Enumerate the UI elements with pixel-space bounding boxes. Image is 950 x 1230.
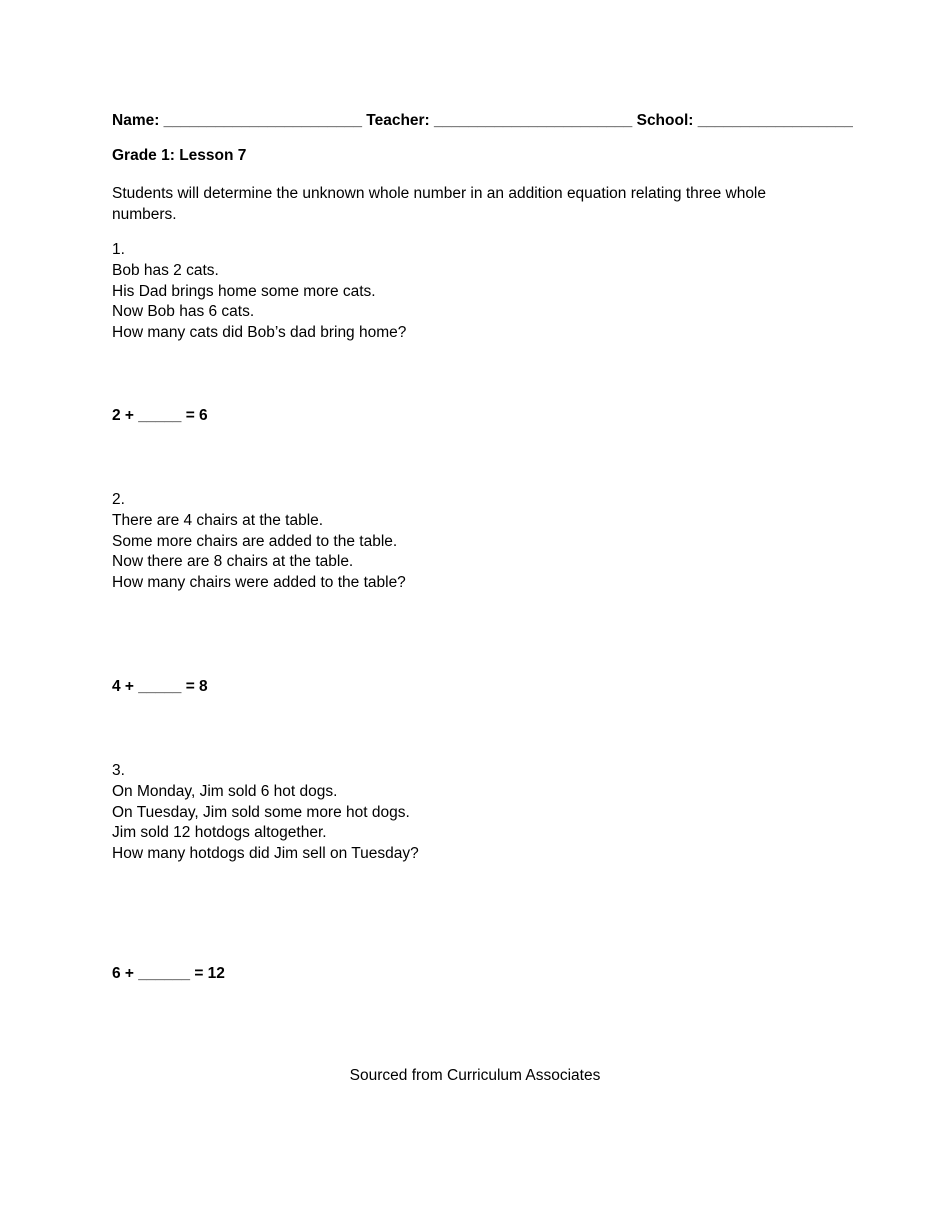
problem-number: 2. — [112, 491, 125, 508]
problem-line: Bob has 2 cats. — [112, 261, 219, 279]
lesson-title: Grade 1: Lesson 7 — [112, 147, 247, 164]
problem-1 — [112, 240, 406, 344]
lesson-objective: Students will determine the unknown whole number in an addition equation relating three whole numbers. — [112, 185, 766, 223]
equation-2: 4 + _____ = 8 — [112, 678, 208, 695]
problem-line: His Dad brings home some more cats. — [112, 282, 376, 300]
problem-number: 1. — [112, 241, 125, 258]
worksheet-page — [112, 0, 853, 1230]
source-footer: Sourced from Curriculum Associates — [349, 1067, 601, 1084]
problem-line: On Monday, Jim sold 6 hot dogs. — [112, 782, 338, 800]
problem-line: Some more chairs are added to the table. — [112, 532, 398, 550]
student-info-line: Name: _______________________ Teacher: _______________________ School: __________________ — [112, 112, 853, 129]
problem-line: Now Bob has 6 cats. — [112, 303, 255, 321]
problem-line: Jim sold 12 hotdogs altogether. — [112, 824, 327, 842]
equation-1: 2 + _____ = 6 — [112, 407, 208, 424]
problem-line: There are 4 chairs at the table. — [112, 511, 324, 529]
problem-line: Now there are 8 chairs at the table. — [112, 553, 354, 571]
problem-line: How many chairs were added to the table? — [112, 574, 406, 592]
equation-3: 6 + ______ = 12 — [112, 965, 225, 982]
problem-line: How many hotdogs did Jim sell on Tuesday? — [112, 845, 419, 863]
problem-line: How many cats did Bob’s dad bring home? — [112, 324, 407, 342]
problem-2 — [112, 490, 406, 594]
problem-line: On Tuesday, Jim sold some more hot dogs. — [112, 803, 410, 821]
problem-number: 3. — [112, 762, 125, 779]
problem-3 — [112, 761, 419, 865]
